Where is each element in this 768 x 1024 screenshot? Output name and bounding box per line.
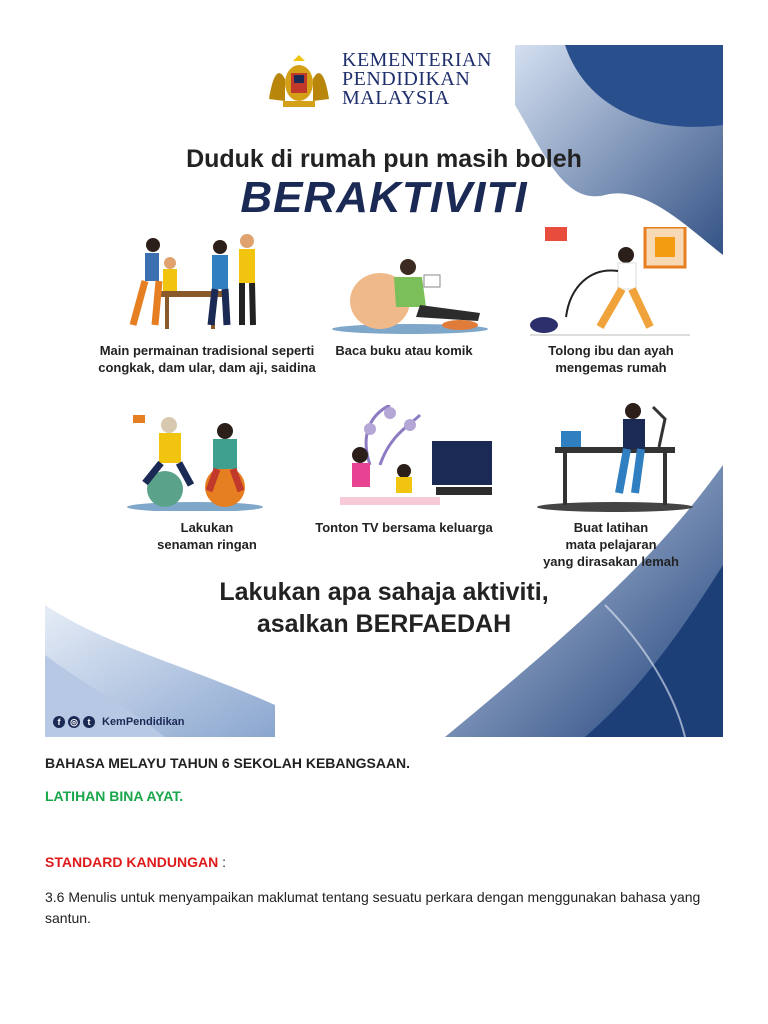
ministry-line-2: PENDIDIKAN [342,68,471,90]
activity-caption-5 [294,519,514,536]
activity-2-line-1: Baca buku atau komik [335,343,473,358]
activity-caption-6 [501,519,721,570]
activity-caption-2 [294,342,514,359]
ministry-crest-icon [263,53,335,109]
activity-4-line-2: senaman ringan [157,537,257,552]
activity-6-line-3: yang dirasakan lemah [543,554,679,569]
exercise-illustration [125,411,265,511]
poster-headline: Duduk di rumah pun masih boleh [186,145,582,173]
standard-label: STANDARD KANDUNGAN [45,854,219,870]
traditional-games-illustration [115,233,275,333]
activity-1-line-1: Main permainan tradisional seperti [99,343,315,358]
instagram-icon: ◎ [68,716,80,728]
standard-heading [45,854,226,870]
ministry-name [342,51,492,108]
watching-tv-illustration [340,405,500,515]
document-subtitle: LATIHAN BINA AYAT. [45,788,184,804]
standard-colon: : [218,854,226,870]
reading-illustration [330,255,490,335]
activity-1-line-2: congkak, dam ular, dam aji, saidina [98,360,316,375]
activity-3-line-1: Tolong ibu dan ayah [548,343,674,358]
activity-6-line-2: mata pelajaran [565,537,657,552]
activity-6-line-1: Buat latihan [573,520,649,535]
closing-line-2: asalkan BERFAEDAH [256,610,512,638]
cleaning-illustration [530,227,690,337]
activity-4-line-1: Lakukan [180,520,234,535]
facebook-icon: f [53,716,65,728]
activity-caption-3 [501,342,721,376]
activity-caption-1 [97,342,317,376]
poster-image [45,45,723,737]
activity-5-line-1: Tonton TV bersama keluarga [315,520,493,535]
twitter-icon: t [83,716,95,728]
study-illustration [535,403,695,513]
standard-text: 3.6 Menulis untuk menyampaikan maklumat tentang sesuatu perkara dengan menggunakan bahasa yang santun. [45,889,701,926]
document-title: BAHASA MELAYU TAHUN 6 SEKOLAH KEBANGSAAN. [45,755,411,771]
ministry-line-1: KEMENTERIAN [342,49,492,71]
closing-line-1: Lakukan apa sahaja aktiviti, [219,578,549,606]
ministry-line-3: MALAYSIA [342,87,450,109]
social-handle: KemPendidikan [102,716,185,728]
activity-3-line-2: mengemas rumah [555,360,667,375]
activity-caption-4 [97,519,317,553]
poster-headline-emphasis: BERAKTIVITI [240,173,528,222]
social-links [53,716,185,728]
